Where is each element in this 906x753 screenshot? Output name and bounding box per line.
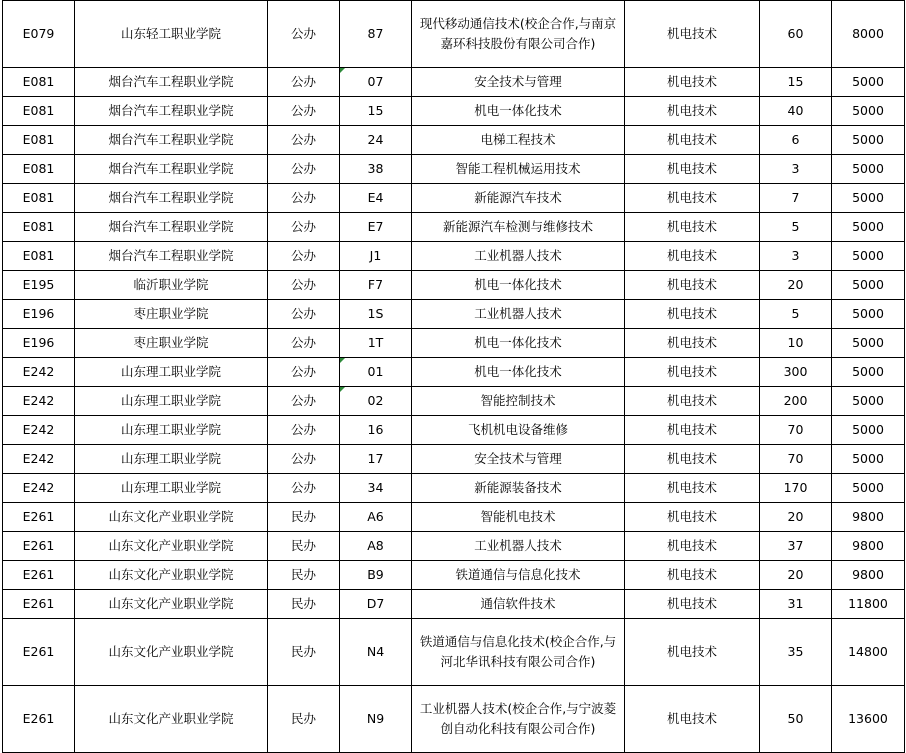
institution-code-cell: E081 [3,68,75,97]
major-name-cell: 新能源装备技术 [412,474,625,503]
tuition-cell: 5000 [832,416,905,445]
table-row [3,213,905,242]
table-row [3,300,905,329]
tuition-cell: 5000 [832,97,905,126]
school-type-cell: 公办 [268,97,340,126]
institution-code-cell: E196 [3,329,75,358]
tuition-cell: 5000 [832,474,905,503]
table-row [3,387,905,416]
major-code-text: 01 [367,364,384,379]
table-row [3,590,905,619]
tuition-cell: 5000 [832,242,905,271]
tuition-cell: 5000 [832,387,905,416]
major-name-cell: 机电一体化技术 [412,358,625,387]
institution-code-cell: E242 [3,387,75,416]
plan-count-cell: 35 [760,619,832,686]
school-name-cell: 枣庄职业学院 [75,300,268,329]
institution-code-cell: E081 [3,242,75,271]
major-name-cell: 机电一体化技术 [412,97,625,126]
school-type-cell: 公办 [268,300,340,329]
school-type-cell: 公办 [268,271,340,300]
school-name-cell: 山东理工职业学院 [75,445,268,474]
major-code-cell: 38 [340,155,412,184]
table-row [3,445,905,474]
category-cell: 机电技术 [625,184,760,213]
table-row [3,329,905,358]
major-code-cell: D7 [340,590,412,619]
institution-code-cell: E195 [3,271,75,300]
table-row [3,1,905,68]
school-type-cell: 公办 [268,1,340,68]
institution-code-cell: E261 [3,561,75,590]
major-name-cell: 安全技术与管理 [412,68,625,97]
school-name-cell: 山东理工职业学院 [75,474,268,503]
category-cell: 机电技术 [625,242,760,271]
plan-count-cell: 10 [760,329,832,358]
school-name-cell: 山东理工职业学院 [75,358,268,387]
school-name-cell: 山东理工职业学院 [75,387,268,416]
school-type-cell: 民办 [268,503,340,532]
category-cell: 机电技术 [625,97,760,126]
tuition-cell: 9800 [832,532,905,561]
table-row [3,155,905,184]
table-row [3,242,905,271]
school-name-cell: 临沂职业学院 [75,271,268,300]
category-cell: 机电技术 [625,619,760,686]
major-name-cell: 通信软件技术 [412,590,625,619]
school-name-cell: 烟台汽车工程职业学院 [75,213,268,242]
major-code-cell: A8 [340,532,412,561]
major-name-cell: 智能机电技术 [412,503,625,532]
school-type-cell: 民办 [268,532,340,561]
plan-count-cell: 31 [760,590,832,619]
school-type-cell: 公办 [268,68,340,97]
plan-count-cell: 7 [760,184,832,213]
category-cell: 机电技术 [625,329,760,358]
plan-count-cell: 70 [760,416,832,445]
major-name-cell: 新能源汽车技术 [412,184,625,213]
tuition-cell: 13600 [832,686,905,753]
institution-code-cell: E081 [3,126,75,155]
tuition-cell: 5000 [832,358,905,387]
category-cell: 机电技术 [625,271,760,300]
school-type-cell: 公办 [268,329,340,358]
plan-count-cell: 300 [760,358,832,387]
plan-count-cell: 37 [760,532,832,561]
institution-code-cell: E261 [3,532,75,561]
major-code-cell: N9 [340,686,412,753]
table-row [3,503,905,532]
institution-code-cell: E081 [3,155,75,184]
school-type-cell: 公办 [268,213,340,242]
category-cell: 机电技术 [625,300,760,329]
admission-plan-table [2,0,905,753]
tuition-cell: 9800 [832,503,905,532]
plan-count-cell: 20 [760,561,832,590]
major-name-cell: 工业机器人技术 [412,532,625,561]
table-row [3,97,905,126]
school-type-cell: 公办 [268,184,340,213]
major-name-cell: 安全技术与管理 [412,445,625,474]
category-cell: 机电技术 [625,503,760,532]
major-code-cell [340,358,412,387]
school-name-cell: 烟台汽车工程职业学院 [75,155,268,184]
major-code-cell: 24 [340,126,412,155]
major-code-cell: 87 [340,1,412,68]
school-type-cell: 公办 [268,242,340,271]
plan-count-cell: 6 [760,126,832,155]
major-name-cell: 铁道通信与信息化技术 [412,561,625,590]
category-cell: 机电技术 [625,445,760,474]
school-name-cell: 山东文化产业职业学院 [75,503,268,532]
cell-comment-marker [340,68,345,73]
major-code-cell: 15 [340,97,412,126]
plan-count-cell: 15 [760,68,832,97]
table-row [3,416,905,445]
major-code-cell: 16 [340,416,412,445]
major-name-cell: 现代移动通信技术(校企合作,与南京嘉环科技股份有限公司合作) [412,1,625,68]
major-code-cell: 1S [340,300,412,329]
institution-code-cell: E242 [3,474,75,503]
major-name-cell: 智能控制技术 [412,387,625,416]
major-name-cell: 新能源汽车检测与维修技术 [412,213,625,242]
school-name-cell: 山东文化产业职业学院 [75,561,268,590]
school-name-cell: 烟台汽车工程职业学院 [75,97,268,126]
institution-code-cell: E081 [3,213,75,242]
plan-count-cell: 20 [760,503,832,532]
plan-count-cell: 50 [760,686,832,753]
school-type-cell: 公办 [268,126,340,155]
major-code-cell [340,387,412,416]
category-cell: 机电技术 [625,155,760,184]
plan-count-cell: 40 [760,97,832,126]
school-name-cell: 山东文化产业职业学院 [75,590,268,619]
institution-code-cell: E242 [3,358,75,387]
tuition-cell: 5000 [832,271,905,300]
school-type-cell: 公办 [268,155,340,184]
major-name-cell: 电梯工程技术 [412,126,625,155]
plan-count-cell: 170 [760,474,832,503]
table-row [3,619,905,686]
tuition-cell: 5000 [832,213,905,242]
school-type-cell: 公办 [268,358,340,387]
table-row [3,184,905,213]
school-name-cell: 烟台汽车工程职业学院 [75,68,268,97]
major-code-cell: B9 [340,561,412,590]
category-cell: 机电技术 [625,126,760,155]
school-name-cell: 烟台汽车工程职业学院 [75,184,268,213]
school-name-cell: 枣庄职业学院 [75,329,268,358]
table-row [3,271,905,300]
plan-count-cell: 60 [760,1,832,68]
institution-code-cell: E196 [3,300,75,329]
category-cell: 机电技术 [625,532,760,561]
major-code-cell: A6 [340,503,412,532]
school-type-cell: 公办 [268,474,340,503]
major-name-cell: 机电一体化技术 [412,329,625,358]
institution-code-cell: E081 [3,97,75,126]
major-name-cell: 智能工程机械运用技术 [412,155,625,184]
tuition-cell: 5000 [832,68,905,97]
category-cell: 机电技术 [625,1,760,68]
plan-count-cell: 200 [760,387,832,416]
major-name-cell: 工业机器人技术(校企合作,与宁波菱创自动化科技有限公司合作) [412,686,625,753]
category-cell: 机电技术 [625,68,760,97]
major-code-cell [340,68,412,97]
institution-code-cell: E242 [3,416,75,445]
major-code-text: 07 [367,74,384,89]
school-type-cell: 公办 [268,387,340,416]
tuition-cell: 9800 [832,561,905,590]
tuition-cell: 14800 [832,619,905,686]
institution-code-cell: E081 [3,184,75,213]
plan-count-cell: 3 [760,155,832,184]
institution-code-cell: E261 [3,503,75,532]
cell-comment-marker [340,387,345,392]
table-row [3,358,905,387]
plan-count-cell: 5 [760,213,832,242]
category-cell: 机电技术 [625,416,760,445]
major-code-cell: E7 [340,213,412,242]
school-name-cell: 山东文化产业职业学院 [75,619,268,686]
plan-count-cell: 70 [760,445,832,474]
major-code-cell: E4 [340,184,412,213]
category-cell: 机电技术 [625,213,760,242]
school-type-cell: 民办 [268,619,340,686]
school-name-cell: 山东文化产业职业学院 [75,532,268,561]
major-code-cell: N4 [340,619,412,686]
institution-code-cell: E261 [3,686,75,753]
major-code-cell: 34 [340,474,412,503]
major-name-cell: 工业机器人技术 [412,242,625,271]
table-row [3,68,905,97]
table-row [3,686,905,753]
major-code-cell: 17 [340,445,412,474]
tuition-cell: 5000 [832,155,905,184]
major-code-cell: J1 [340,242,412,271]
plan-count-cell: 20 [760,271,832,300]
table-row [3,561,905,590]
category-cell: 机电技术 [625,387,760,416]
school-type-cell: 民办 [268,686,340,753]
school-name-cell: 山东轻工职业学院 [75,1,268,68]
school-type-cell: 民办 [268,561,340,590]
school-name-cell: 烟台汽车工程职业学院 [75,242,268,271]
category-cell: 机电技术 [625,561,760,590]
major-name-cell: 飞机机电设备维修 [412,416,625,445]
tuition-cell: 5000 [832,300,905,329]
school-type-cell: 民办 [268,590,340,619]
major-code-text: 02 [367,393,384,408]
institution-code-cell: E242 [3,445,75,474]
school-type-cell: 公办 [268,445,340,474]
table-row [3,474,905,503]
table-row [3,532,905,561]
tuition-cell: 5000 [832,445,905,474]
school-name-cell: 山东理工职业学院 [75,416,268,445]
institution-code-cell: E261 [3,590,75,619]
major-code-cell: 1T [340,329,412,358]
category-cell: 机电技术 [625,474,760,503]
institution-code-cell: E261 [3,619,75,686]
category-cell: 机电技术 [625,590,760,619]
table-row [3,126,905,155]
cell-comment-marker [340,358,345,363]
tuition-cell: 8000 [832,1,905,68]
major-name-cell: 工业机器人技术 [412,300,625,329]
plan-count-cell: 3 [760,242,832,271]
tuition-cell: 5000 [832,126,905,155]
tuition-cell: 11800 [832,590,905,619]
school-type-cell: 公办 [268,416,340,445]
major-code-cell: F7 [340,271,412,300]
tuition-cell: 5000 [832,184,905,213]
major-name-cell: 铁道通信与信息化技术(校企合作,与河北华讯科技有限公司合作) [412,619,625,686]
tuition-cell: 5000 [832,329,905,358]
plan-count-cell: 5 [760,300,832,329]
category-cell: 机电技术 [625,358,760,387]
institution-code-cell: E079 [3,1,75,68]
major-name-cell: 机电一体化技术 [412,271,625,300]
school-name-cell: 山东文化产业职业学院 [75,686,268,753]
school-name-cell: 烟台汽车工程职业学院 [75,126,268,155]
category-cell: 机电技术 [625,686,760,753]
